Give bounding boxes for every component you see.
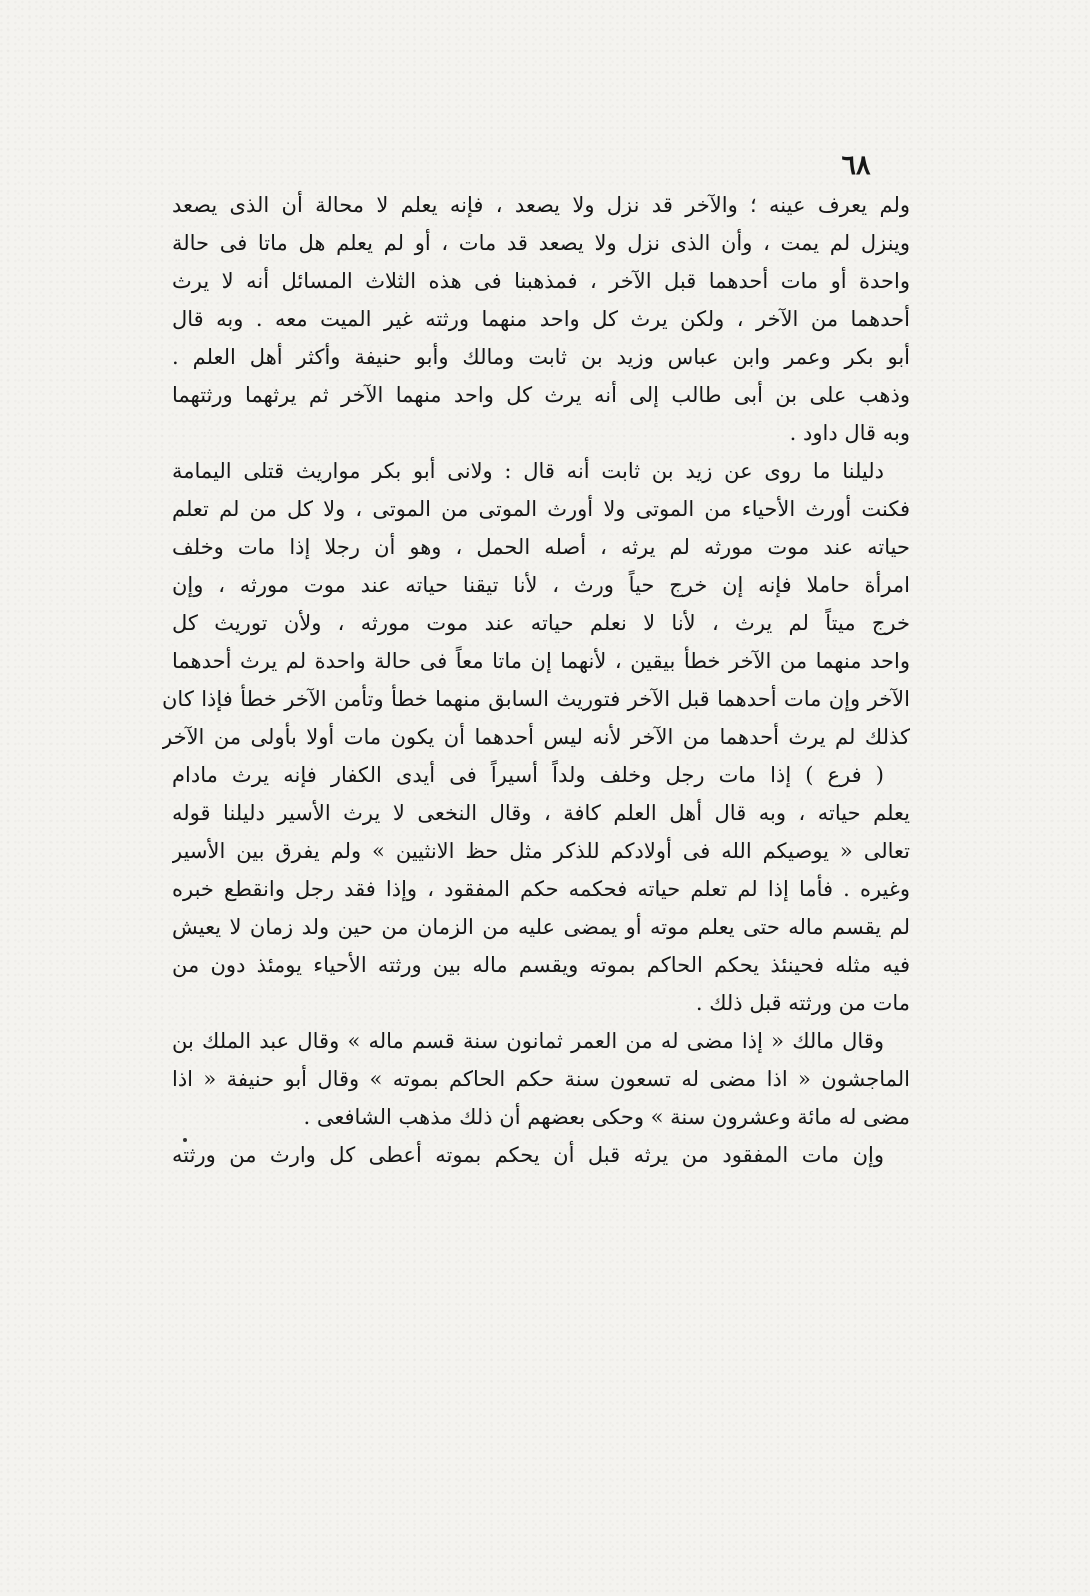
text-line: كذلك لم يرث أحدهما من الآخر لأنه ليس أحدهما أن يكون مات أولا بأولى من الآخر xyxy=(162,725,910,749)
text-line: واحد منهما من الآخر خطأ بيقين ، لأنهما إن ماتا معاً فى حالة واحدة لم يرث أحدهما xyxy=(172,649,910,673)
text-line: يعلم حياته ، وبه قال أهل العلم كافة ، وقال النخعى لا يرث الأسير دليلنا قوله xyxy=(172,801,910,825)
text-line: وغيره . فأما إذا لم تعلم حياته فحكمه حكم المفقود ، وإذا فقد رجل وانقطع خبره xyxy=(172,877,910,901)
paragraph-start-line: وإن مات المفقود من يرثه قبل أن يحكم بموته أعطى كل وارث من ورثته xyxy=(172,1143,884,1167)
text-line: وذهب على بن أبى طالب إلى أنه يرث كل واحد منهما الآخر ثم يرثهما ورثتهما xyxy=(172,383,910,407)
body-text xyxy=(162,186,910,1174)
text-line: ولم يعرف عينه ؛ والآخر قد نزل ولا يصعد ، فإنه يعلم لا محالة أن الذى يصعد xyxy=(172,193,910,217)
text-line: أحدهما من الآخر ، ولكن يرث كل واحد منهما ورثته غير الميت معه . وبه قال xyxy=(172,307,910,331)
text-line: مات من ورثته قبل ذلك . xyxy=(695,991,910,1015)
text-line: امرأة حاملا فإنه إن خرج حياً ورث ، لأنا تيقنا حياته عند موت مورثه ، وإن xyxy=(172,573,910,597)
text-line: لم يقسم ماله حتى يعلم موته أو يمضى عليه من الزمان من حين ولد زمان لا يعيش xyxy=(172,915,910,939)
text-line: أبو بكر وعمر وابن عباس وزيد بن ثابت ومالك وأبو حنيفة وأكثر أهل العلم . xyxy=(172,345,910,369)
text-line: وبه قال داود . xyxy=(789,421,910,445)
text-line: تعالى « يوصيكم الله فى أولادكم للذكر مثل حظ الانثيين » ولم يفرق بين الأسير xyxy=(172,839,910,863)
text-line: الآخر وإن مات أحدهما قبل الآخر فتوريث السابق منهما خطأ وتأمن الآخر خطأ فإذا كان xyxy=(162,687,910,711)
text-line: فكنت أورث الأحياء من الموتى ولا أورث الموتى من الموتى ، ولا كل من لم تعلم xyxy=(172,497,910,521)
text-line: مضى له مائة وعشرون سنة » وحكى بعضهم أن ذلك مذهب الشافعى . xyxy=(303,1105,910,1129)
text-line: حياته عند موت مورثه لم يرثه ، أصله الحمل ، وهو أن رجلا إذا مات وخلف xyxy=(172,535,910,559)
text-line: الماجشون « اذا مضى له تسعون سنة حكم الحاكم بموته » وقال أبو حنيفة « اذا xyxy=(172,1067,910,1091)
page-number: ٦٨ xyxy=(841,150,871,181)
text-line: وينزل لم يمت ، وأن الذى نزل ولا يصعد قد مات ، أو لم يعلم هل ماتا فى حالة xyxy=(172,231,910,255)
paragraph-start-line: وقال مالك « إذا مضى له من العمر ثمانون سنة قسم ماله » وقال عبد الملك بن xyxy=(172,1029,884,1053)
paragraph-start-line: دليلنا ما روى عن زيد بن ثابت أنه قال : ولانى أبو بكر مواريث قتلى اليمامة xyxy=(172,459,884,483)
text-line: فيه مثله فحينئذ يحكم الحاكم بموته ويقسم ماله بين ورثته الأحياء يومئذ دون من xyxy=(172,953,910,977)
text-line: خرج ميتاً لم يرث ، لأنا لا نعلم حياته عند موت مورثه ، ولأن توريث كل xyxy=(172,611,910,635)
ink-speck xyxy=(183,1138,187,1142)
text-line: واحدة أو مات أحدهما قبل الآخر ، فمذهبنا فى هذه الثلاث المسائل أنه لا يرث xyxy=(172,269,910,293)
paragraph-start-line: ( فرع ) إذا مات رجل وخلف ولداً أسيراً فى أيدى الكفار فإنه يرث مادام xyxy=(172,763,884,787)
